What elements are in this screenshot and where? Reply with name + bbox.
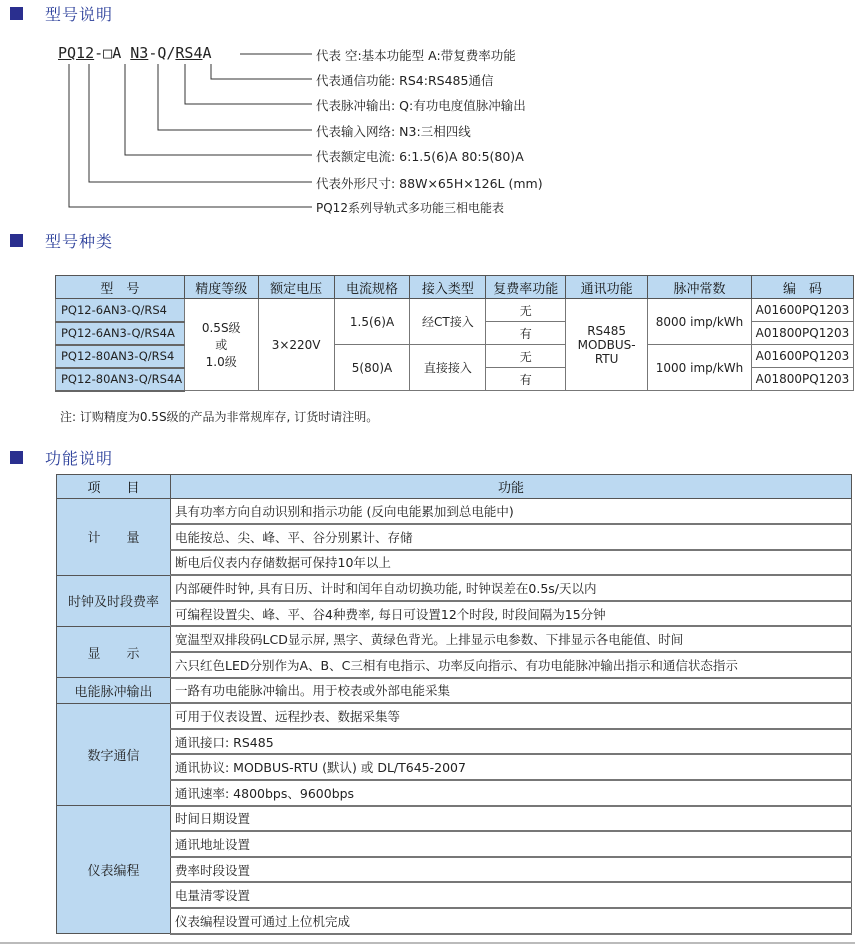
accuracy-cell bbox=[184, 299, 258, 391]
table-row bbox=[56, 345, 854, 368]
function-cell: 通讯接口: RS485 bbox=[171, 729, 852, 755]
function-cell: 通讯协议: MODBUS-RTU (默认) 或 DL/T645-2007 bbox=[171, 754, 852, 780]
header-accuracy: 精度等级 bbox=[184, 276, 258, 299]
comm-cell bbox=[566, 299, 648, 391]
accuracy-line: 或 bbox=[215, 338, 228, 352]
table-row bbox=[57, 908, 852, 934]
table-row bbox=[57, 806, 852, 832]
code-network: N3 bbox=[130, 44, 149, 62]
code-cell: A01800PQ1203 bbox=[751, 368, 853, 391]
comm-line: RS485 bbox=[587, 323, 627, 338]
header-function: 功能 bbox=[171, 475, 852, 499]
table-row bbox=[57, 780, 852, 806]
category-cell: 电能脉冲输出 bbox=[57, 678, 171, 704]
function-cell: 电能按总、尖、峰、平、谷分别累计、存储 bbox=[171, 524, 852, 550]
section-function-description bbox=[10, 446, 113, 469]
function-cell: 一路有功电能脉冲输出。用于校表或外部电能采集 bbox=[171, 678, 852, 704]
comm-line: MODBUS-RTU bbox=[577, 337, 636, 366]
function-cell: 通讯地址设置 bbox=[171, 831, 852, 857]
section-model-types bbox=[10, 229, 113, 252]
header-comm: 通讯功能 bbox=[566, 276, 648, 299]
function-cell: 可用于仪表设置、远程抄表、数据采集等 bbox=[171, 703, 852, 729]
section-bullet-icon bbox=[10, 451, 23, 464]
model-cell: PQ12-6AN3-Q/RS4A bbox=[56, 322, 185, 345]
header-voltage: 额定电压 bbox=[258, 276, 334, 299]
table-row bbox=[57, 550, 852, 576]
function-table bbox=[56, 474, 852, 935]
category-cell: 数字通信 bbox=[57, 703, 171, 805]
code-rate: A bbox=[202, 44, 212, 62]
table-header-row bbox=[57, 475, 852, 499]
table-row bbox=[57, 831, 852, 857]
function-cell: 具有功率方向自动识别和指示功能 (反向电能累加到总电能中) bbox=[171, 499, 852, 525]
category-cell: 显 示 bbox=[57, 626, 171, 677]
function-cell: 通讯速率: 4800bps、9600bps bbox=[171, 780, 852, 806]
voltage-cell: 3×220V bbox=[258, 299, 334, 391]
accuracy-line: 0.5S级 bbox=[201, 321, 241, 335]
table-header-row bbox=[56, 276, 854, 299]
model-table bbox=[55, 275, 854, 392]
function-cell: 费率时段设置 bbox=[171, 857, 852, 883]
model-code-diagram bbox=[0, 0, 855, 225]
accuracy-line: 1.0级 bbox=[205, 355, 237, 369]
table-row bbox=[57, 729, 852, 755]
code-cell: A01600PQ1203 bbox=[751, 345, 853, 368]
header-multi-rate: 复费率功能 bbox=[486, 276, 566, 299]
desc-rated-current: 代表额定电流: 6:1.5(6)A 80:5(80)A bbox=[316, 149, 524, 164]
multi-rate-cell: 无 bbox=[486, 299, 566, 322]
header-access: 接入类型 bbox=[410, 276, 486, 299]
code-dash: - bbox=[94, 44, 104, 62]
desc-rate-function: 代表 空:基本功能型 A:带复费率功能 bbox=[316, 48, 516, 63]
function-cell: 内部硬件时钟, 具有日历、计时和闰年自动切换功能, 时钟误差在0.5s/天以内 bbox=[171, 575, 852, 601]
category-cell: 计 量 bbox=[57, 499, 171, 576]
section-title: 型号种类 bbox=[45, 232, 114, 251]
function-cell: 电量清零设置 bbox=[171, 882, 852, 908]
current-cell: 5(80)A bbox=[334, 345, 410, 391]
multi-rate-cell: 有 bbox=[486, 368, 566, 391]
code-comm: RS4 bbox=[175, 44, 203, 62]
section-title: 功能说明 bbox=[45, 449, 114, 468]
table-row bbox=[57, 857, 852, 883]
desc-dimensions: 代表外形尺寸: 88W×65H×126L (mm) bbox=[316, 176, 543, 191]
model-cell: PQ12-80AN3-Q/RS4A bbox=[56, 368, 185, 391]
multi-rate-cell: 有 bbox=[486, 322, 566, 345]
table-row bbox=[57, 626, 852, 652]
code-current: □ bbox=[103, 44, 113, 62]
section-bullet-icon bbox=[10, 234, 23, 247]
table-row bbox=[57, 601, 852, 627]
code-cell: A01800PQ1203 bbox=[751, 322, 853, 345]
pulse-cell: 1000 imp/kWh bbox=[648, 345, 752, 391]
code-slash: / bbox=[166, 44, 176, 62]
desc-comm-function: 代表通信功能: RS4:RS485通信 bbox=[316, 73, 494, 88]
desc-pulse-output: 代表脉冲输出: Q:有功电度值脉冲输出 bbox=[316, 98, 526, 113]
bottom-divider bbox=[0, 942, 855, 944]
desc-input-network: 代表输入网络: N3:三相四线 bbox=[316, 124, 471, 139]
function-cell: 宽温型双排段码LCD显示屏, 黑字、黄绿色背光。上排显示电参数、下排显示各电能值、时间 bbox=[171, 626, 852, 652]
table-row bbox=[57, 703, 852, 729]
desc-series: PQ12系列导轨式多功能三相电能表 bbox=[316, 201, 504, 215]
function-cell: 可编程设置尖、峰、平、谷4种费率, 每日可设置12个时段, 时段间隔为15分钟 bbox=[171, 601, 852, 627]
table-row bbox=[57, 499, 852, 525]
order-note: 注: 订购精度为0.5S级的产品为非常规库存, 订货时请注明。 bbox=[60, 410, 379, 424]
table-row bbox=[56, 299, 854, 322]
access-cell: 经CT接入 bbox=[410, 299, 486, 345]
header-current: 电流规格 bbox=[334, 276, 410, 299]
table-row bbox=[57, 652, 852, 678]
table-row bbox=[57, 754, 852, 780]
category-cell: 时钟及时段费率 bbox=[57, 575, 171, 626]
header-item: 项 目 bbox=[57, 475, 171, 499]
table-row bbox=[57, 678, 852, 704]
code-cell: A01600PQ1203 bbox=[751, 299, 853, 322]
multi-rate-cell: 无 bbox=[486, 345, 566, 368]
table-row bbox=[57, 882, 852, 908]
function-cell: 时间日期设置 bbox=[171, 806, 852, 832]
access-cell: 直接接入 bbox=[410, 345, 486, 391]
header-code: 编 码 bbox=[751, 276, 853, 299]
header-model: 型 号 bbox=[56, 276, 185, 299]
code-series: PQ12 bbox=[58, 44, 95, 62]
table-row bbox=[57, 524, 852, 550]
pulse-cell: 8000 imp/kWh bbox=[648, 299, 752, 345]
code-pulse: Q bbox=[157, 44, 167, 62]
table-row bbox=[57, 575, 852, 601]
code-dimension: A bbox=[112, 44, 122, 62]
section-title: 型号说明 bbox=[45, 5, 114, 24]
code-dash: - bbox=[148, 44, 158, 62]
model-cell: PQ12-80AN3-Q/RS4 bbox=[56, 345, 185, 368]
header-pulse: 脉冲常数 bbox=[648, 276, 752, 299]
function-cell: 断电后仪表内存储数据可保持10年以上 bbox=[171, 550, 852, 576]
category-cell: 仪表编程 bbox=[57, 806, 171, 934]
model-cell: PQ12-6AN3-Q/RS4 bbox=[56, 299, 185, 322]
current-cell: 1.5(6)A bbox=[334, 299, 410, 345]
function-cell: 仪表编程设置可通过上位机完成 bbox=[171, 908, 852, 934]
function-cell: 六只红色LED分别作为A、B、C三相有电指示、功率反向指示、有功电能脉冲输出指示和通信状态指示 bbox=[171, 652, 852, 678]
